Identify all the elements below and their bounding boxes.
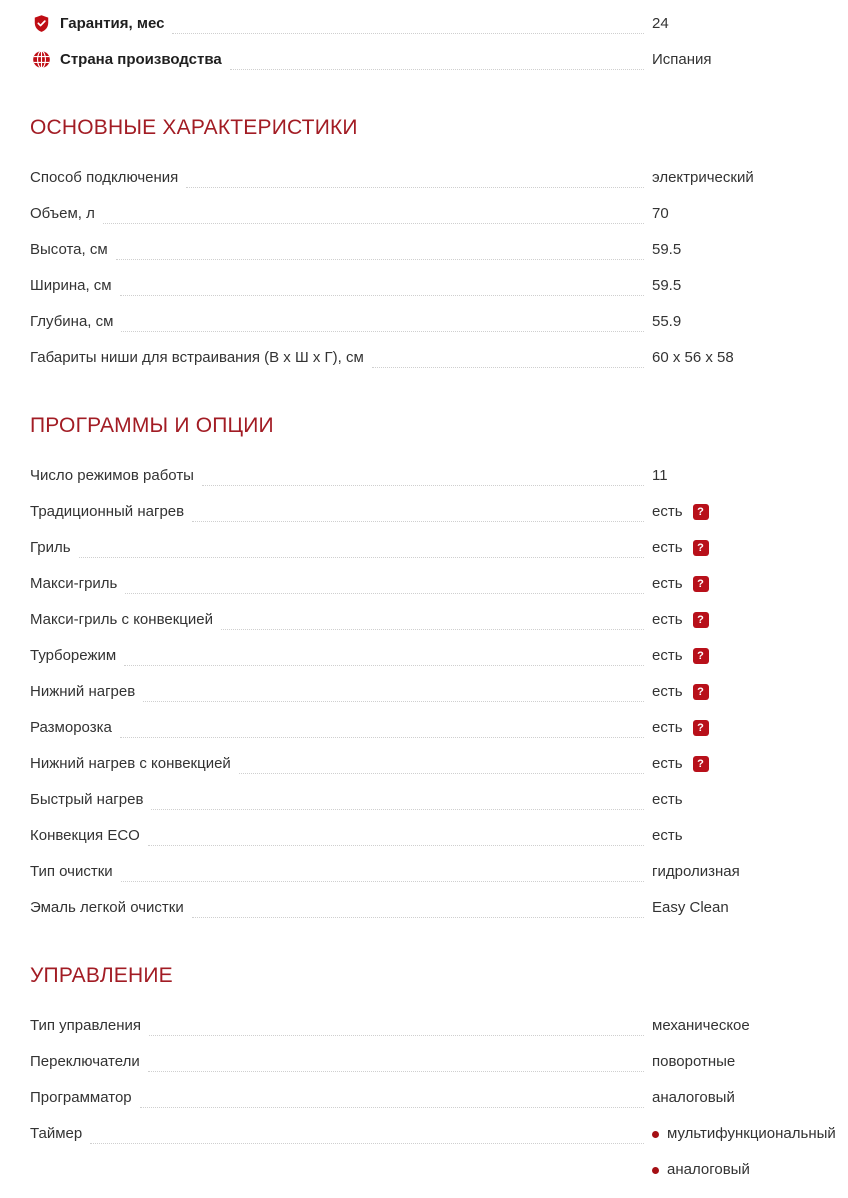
- spec-label: Высота, см: [30, 241, 108, 258]
- value-text: 59.5: [652, 277, 682, 294]
- spec-label: Тип управления: [30, 1017, 141, 1034]
- dotted-leader: [121, 304, 644, 332]
- dotted-leader: [120, 268, 644, 296]
- value-inline: [652, 530, 848, 566]
- spec-row: [30, 1080, 848, 1116]
- dotted-leader: [172, 6, 644, 34]
- spec-row: [30, 782, 848, 818]
- spec-value: [652, 268, 848, 304]
- value-inline: [652, 710, 848, 746]
- spec-row: [30, 566, 848, 602]
- spec-value: [652, 196, 848, 232]
- spec-label: Эмаль легкой очистки: [30, 899, 184, 916]
- help-icon[interactable]: ?: [693, 756, 709, 772]
- spec-row: [30, 638, 848, 674]
- value-inline: [652, 232, 848, 268]
- spec-section: [30, 964, 848, 1188]
- spec-row: [30, 304, 848, 340]
- value-text: есть: [652, 683, 683, 700]
- dotted-leader: [372, 340, 644, 368]
- value-text: Испания: [652, 51, 712, 68]
- value-inline: [652, 602, 848, 638]
- dotted-leader: [143, 674, 644, 702]
- value-text: есть: [652, 791, 683, 808]
- spec-row: [30, 674, 848, 710]
- dotted-leader: [148, 1044, 644, 1072]
- spec-value: [652, 602, 848, 638]
- spec-row: [30, 232, 848, 268]
- value-inline: [652, 638, 848, 674]
- value-inline: [652, 674, 848, 710]
- dotted-leader: [149, 1008, 644, 1036]
- value-inline: [652, 304, 848, 340]
- help-icon[interactable]: ?: [693, 504, 709, 520]
- spec-label: Страна производства: [60, 51, 222, 68]
- value-text: 11: [652, 467, 668, 484]
- spec-label: Разморозка: [30, 719, 112, 736]
- spec-row: [30, 1116, 848, 1188]
- value-inline: [652, 340, 848, 376]
- spec-label: Макси-гриль с конвекцией: [30, 611, 213, 628]
- dotted-leader: [192, 890, 644, 918]
- spec-row: [30, 746, 848, 782]
- spec-label: Традиционный нагрев: [30, 503, 185, 520]
- dotted-leader: [151, 782, 644, 810]
- spec-value: [652, 494, 848, 530]
- spec-row: [30, 458, 848, 494]
- spec-row: [30, 6, 848, 42]
- value-inline: [652, 818, 848, 854]
- value-text: 55.9: [652, 313, 682, 330]
- value-inline: [652, 160, 848, 196]
- value-text: есть: [652, 647, 683, 664]
- value-text: есть: [652, 827, 683, 844]
- spec-value: [652, 304, 848, 340]
- spec-row: [30, 890, 848, 926]
- spec-value: [652, 458, 848, 494]
- value-inline: [652, 1080, 848, 1116]
- spec-value: [652, 782, 848, 818]
- help-icon[interactable]: ?: [693, 612, 709, 628]
- value-list-item: [652, 1152, 848, 1188]
- spec-value: [652, 232, 848, 268]
- globe-icon: [32, 50, 51, 69]
- bullet-icon: [652, 1131, 659, 1138]
- spec-value: [652, 638, 848, 674]
- value-inline: [652, 854, 848, 890]
- dotted-leader: [230, 42, 644, 70]
- value-text: 59.5: [652, 241, 682, 258]
- spec-value: [652, 746, 848, 782]
- spec-label: Программатор: [30, 1089, 132, 1106]
- section-title: ОСНОВНЫЕ ХАРАКТЕРИСТИКИ: [30, 116, 358, 139]
- bullet-icon: [652, 1167, 659, 1174]
- spec-row: [30, 530, 848, 566]
- spec-row: [30, 602, 848, 638]
- dotted-leader: [103, 196, 644, 224]
- spec-label: Число режимов работы: [30, 467, 194, 484]
- help-icon[interactable]: ?: [693, 540, 709, 556]
- spec-row: [30, 160, 848, 196]
- value-inline: [652, 566, 848, 602]
- shield-check-icon: [32, 14, 51, 33]
- dotted-leader: [140, 1080, 644, 1108]
- value-inline: [652, 782, 848, 818]
- spec-label: Тип очистки: [30, 863, 113, 880]
- value-text: аналоговый: [652, 1089, 735, 1106]
- spec-label: Таймер: [30, 1125, 83, 1142]
- spec-row: [30, 710, 848, 746]
- dotted-leader: [221, 602, 644, 630]
- value-text: аналоговый: [667, 1161, 750, 1178]
- value-inline: [652, 494, 848, 530]
- dotted-leader: [121, 854, 644, 882]
- value-inline: [652, 1044, 848, 1080]
- spec-label: Переключатели: [30, 1053, 140, 1070]
- value-inline: [652, 746, 848, 782]
- value-list: [652, 1116, 848, 1188]
- spec-value: [652, 1080, 848, 1116]
- spec-row: [30, 494, 848, 530]
- spec-row: [30, 1008, 848, 1044]
- value-text: поворотные: [652, 1053, 736, 1070]
- spec-label: Быстрый нагрев: [30, 791, 144, 808]
- dotted-leader: [239, 746, 644, 774]
- spec-value: [652, 530, 848, 566]
- spec-value: [652, 818, 848, 854]
- spec-row: [30, 818, 848, 854]
- value-text: есть: [652, 503, 683, 520]
- value-text: 70: [652, 205, 669, 222]
- spec-row: [30, 854, 848, 890]
- spec-label: Гарантия, мес: [60, 15, 165, 32]
- value-inline: [652, 268, 848, 304]
- top-specs: [30, 6, 848, 78]
- spec-label: Ширина, см: [30, 277, 112, 294]
- dotted-leader: [192, 494, 644, 522]
- spec-row: [30, 268, 848, 304]
- spec-section: [30, 116, 848, 376]
- spec-label: Конвекция ECO: [30, 827, 140, 844]
- value-text: Easy Clean: [652, 899, 729, 916]
- value-inline: [652, 890, 848, 926]
- value-inline: [652, 1008, 848, 1044]
- spec-value: [652, 854, 848, 890]
- dotted-leader: [186, 160, 644, 188]
- value-text: механическое: [652, 1017, 750, 1034]
- help-icon[interactable]: ?: [693, 720, 709, 736]
- value-text: электрический: [652, 169, 754, 186]
- value-text: мультифункциональный: [667, 1125, 836, 1142]
- value-list-item: [652, 1116, 848, 1152]
- value-text: есть: [652, 611, 683, 628]
- value-text: есть: [652, 539, 683, 556]
- spec-value: [652, 1044, 848, 1080]
- value-text: есть: [652, 719, 683, 736]
- spec-label: Макси-гриль: [30, 575, 118, 592]
- spec-value: [652, 340, 848, 376]
- section-title: ПРОГРАММЫ И ОПЦИИ: [30, 414, 274, 437]
- spec-row: [30, 196, 848, 232]
- dotted-leader: [116, 232, 644, 260]
- value-text: есть: [652, 755, 683, 772]
- spec-value: [652, 1008, 848, 1044]
- dotted-leader: [120, 710, 644, 738]
- spec-label: Гриль: [30, 539, 71, 556]
- value-text: 24: [652, 15, 669, 32]
- dotted-leader: [148, 818, 644, 846]
- help-icon[interactable]: ?: [693, 648, 709, 664]
- value-text: 60 x 56 x 58: [652, 349, 734, 366]
- spec-value: [652, 1116, 848, 1188]
- spec-row: [30, 42, 848, 78]
- dotted-leader: [202, 458, 644, 486]
- spec-label: Турборежим: [30, 647, 117, 664]
- spec-value: [652, 890, 848, 926]
- help-icon[interactable]: ?: [693, 684, 709, 700]
- value-inline: [652, 458, 848, 494]
- value-inline: [652, 196, 848, 232]
- spec-value: [652, 566, 848, 602]
- spec-sections: [30, 116, 848, 1188]
- spec-value: [652, 42, 848, 78]
- spec-section: [30, 414, 848, 926]
- spec-label: Нижний нагрев: [30, 683, 136, 700]
- spec-label: Нижний нагрев с конвекцией: [30, 755, 231, 772]
- dotted-leader: [90, 1116, 644, 1144]
- dotted-leader: [125, 566, 644, 594]
- spec-row: [30, 1044, 848, 1080]
- value-inline: [652, 42, 848, 78]
- spec-value: [652, 6, 848, 42]
- spec-label: Глубина, см: [30, 313, 114, 330]
- spec-value: [652, 674, 848, 710]
- value-text: гидролизная: [652, 863, 740, 880]
- spec-label: Габариты ниши для встраивания (В х Ш х Г), см: [30, 349, 364, 366]
- spec-label: Объем, л: [30, 205, 95, 222]
- dotted-leader: [79, 530, 644, 558]
- value-inline: [652, 6, 848, 42]
- dotted-leader: [124, 638, 644, 666]
- spec-value: [652, 160, 848, 196]
- spec-row: [30, 340, 848, 376]
- spec-value: [652, 710, 848, 746]
- help-icon[interactable]: ?: [693, 576, 709, 592]
- section-title: УПРАВЛЕНИЕ: [30, 964, 173, 987]
- value-text: есть: [652, 575, 683, 592]
- spec-label: Способ подключения: [30, 169, 179, 186]
